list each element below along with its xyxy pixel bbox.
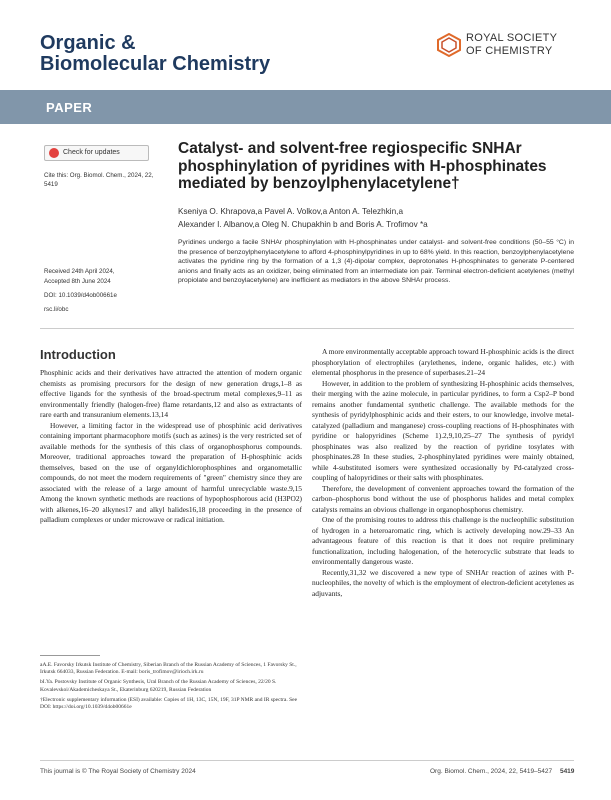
section-label: PAPER	[46, 100, 93, 115]
paragraph: Recently,31,32 we discovered a new type of SNHAr reaction of azines with P-nucleophiles, the novelty of which is the employment of electron-deficient acetylenes as adjuvants,	[312, 567, 574, 598]
journal-title	[40, 33, 270, 75]
divider	[40, 328, 574, 329]
paragraph: A more environmentally acceptable approach toward H-phosphinic acids is the direct phosphorylation of electrophiles (arylethenes, indene, organic halides, etc.) with elemental phosphorus in the presence of superbases.21–24	[312, 347, 575, 377]
page-number: 5419	[559, 768, 575, 775]
journal-title-line2: Biomolecular Chemistry	[40, 53, 271, 75]
footer-divider	[40, 760, 574, 761]
author-list	[178, 205, 578, 231]
footer-copyright: This journal is © The Royal Society of Chemistry 2024	[40, 768, 196, 775]
received-date: Received 24th April 2024,	[44, 268, 115, 275]
paragraph: Therefore, the development of convenient approaches toward the formation of the carbon–phosphorus bond without the use of phosphorus halides and metal complex catalysts remains an obvious challenge in organophosphorus chemistry.	[312, 483, 574, 514]
paragraph: However, in addition to the problem of synthesizing H-phosphinic acids themselves, their merging with the azine molecule, in particular pyridines, to form a Csp2–P bond remains another fundamental synthetic challenge. The available methods for the synthesis of pyridylphosphinic acids and their esters, to our knowledge, involve metal-catalyzed (palladium and manganese) cross-coupling reactions of H-phosphinates with pyridine or halopyridines (Scheme 1).2,9,10,25–27 The synthesis of pyridyl phosphinates was also realized by the reaction of pyridine tosylates with phosphinates.28 In these studies, 2-phosphinylated pyridines were mainly obtained, while 4-substituted isomers were synthesized occasionally by Pd-catalyzed cross-coupling of halopyridines or their salts with phosphinates.	[312, 378, 574, 482]
journal-title-line1: Organic &	[40, 32, 136, 54]
footer-citation	[430, 768, 574, 775]
publisher-name-line2: OF CHEMISTRY	[466, 45, 553, 57]
authors-line-2: Alexander I. Albanov,a Oleg N. Chupakhin b and Boris A. Trofimov *a	[178, 220, 428, 229]
left-column	[40, 368, 302, 526]
check-for-updates-label: Check for updates	[63, 149, 120, 156]
publisher-name-line1: ROYAL SOCIETY	[466, 32, 558, 44]
section-heading: Introduction	[40, 347, 116, 362]
publisher-logo	[436, 28, 586, 68]
authors-line-1: Kseniya O. Khrapova,a Pavel A. Volkov,a Anton A. Telezhkin,a	[178, 207, 403, 216]
paragraph: However, a limiting factor in the widespread use of phosphinic acid derivatives containing important pharmacophore motifs (such as azines) is the very restricted set of available methods for the synthesis of this class of organophosphorus compounds. Moreover, traditional approaches toward the preparation of H-phosphinic acids themselves, based on the use of organyldichlorophosphines and organometallic compounds, do not meet the modern requirements of "green" chemistry since they are associated with the release of a large amount of harmful unrecyclable waste.9,15 Among the known synthetic methods are reactions of hypophosphorous acid (H3PO2) with alkenes,16–20 alkynes17 and alkyl halides16,18 proceeding in the presence of palladium complexes or under microwave or radical initiation.	[40, 420, 302, 524]
footnotes	[40, 662, 302, 714]
cite-this: Cite this: Org. Biomol. Chem., 2024, 22, 5419	[44, 172, 154, 188]
journal-url-link[interactable]: rsc.li/obc	[44, 306, 69, 313]
check-for-updates-button[interactable]	[44, 145, 149, 161]
right-column	[312, 347, 574, 599]
check-updates-icon	[49, 148, 59, 158]
paragraph: One of the promising routes to address this challenge is the nucleophilic substitution of hydrogen in a heteroaromatic ring, which is actively developing now.29–33 An advantageous feature of this reaction is that it does not require preliminary functionalization, including halogenation, of the heterocyclic substrate that leads to environmentally dangerous waste.	[312, 515, 574, 566]
paragraph: Phosphinic acids and their derivatives have attracted the attention of modern organic chemists as promising precursors for the design of new generation drugs,1–8 as effective ligands for the synthesis of the broad-spectrum metal complexes,9–11 as environmentally friendly (halogen-free) flame retardants,12 and also as extractants of rare earth and transuranium elements.13,14	[40, 368, 302, 419]
footnote-divider	[40, 655, 100, 656]
footnote-affiliation-a: aA.E. Favorsky Irkutsk Institute of Chemistry, Siberian Branch of the Russian Academy of Sciences, 1 Favorsky St., Irkutsk 664033, Russian Federation. E-mail: boris_trofimov@irioch.irk.ru	[40, 662, 297, 676]
abstract: Pyridines undergo a facile SNHAr phosphinylation with H-phosphinates under catalyst- and solvent-free conditions (50–55 °C) in the presence of benzoylphenylacetylene to afford 4-phosphinylpyridines in up to 68% yield. In this reaction, benzoylphenylacetylene activates the pyridine ring by the formation of a 1,3 (4)-dipolar complex, deprotonates H-phosphinates to generate P-centered anions and finally acts as an oxidizer, being eliminated from an intermediate ion pair. Terminal electron-deficient acetylenes (methyl propiolate and benzoylacetylene) are inefficient as mediators in the above SNHAr process.	[178, 239, 574, 284]
doi-link[interactable]: DOI: 10.1039/d4ob00661e	[44, 292, 117, 299]
footer-journal-ref: Org. Biomol. Chem., 2024, 22, 5419–5427	[430, 768, 553, 775]
footnote-esi: †Electronic supplementary information (ESI) available: Copies of 1H, 13C, 15N, 19F, 31P NMR and IR spectra. See DOI: https://doi.org/10.1039/d4ob00661e	[40, 696, 298, 711]
article-title: Catalyst- and solvent-free regiospecific SNHAr phosphinylation of pyridines with H-phosphinates mediated by benzoylphenylacetylene†	[178, 140, 547, 192]
rsc-emblem-icon	[436, 32, 462, 58]
accepted-date: Accepted 8th June 2024	[44, 278, 111, 285]
footnote-affiliation-b: bI.Ya. Postovsky Institute of Organic Synthesis, Ural Branch of the Russian Academy of Sciences, 22/20 S. Kovalevskoi/Akademicheskaya St., Ekaterinburg 620219, Russian Federation	[40, 679, 277, 693]
